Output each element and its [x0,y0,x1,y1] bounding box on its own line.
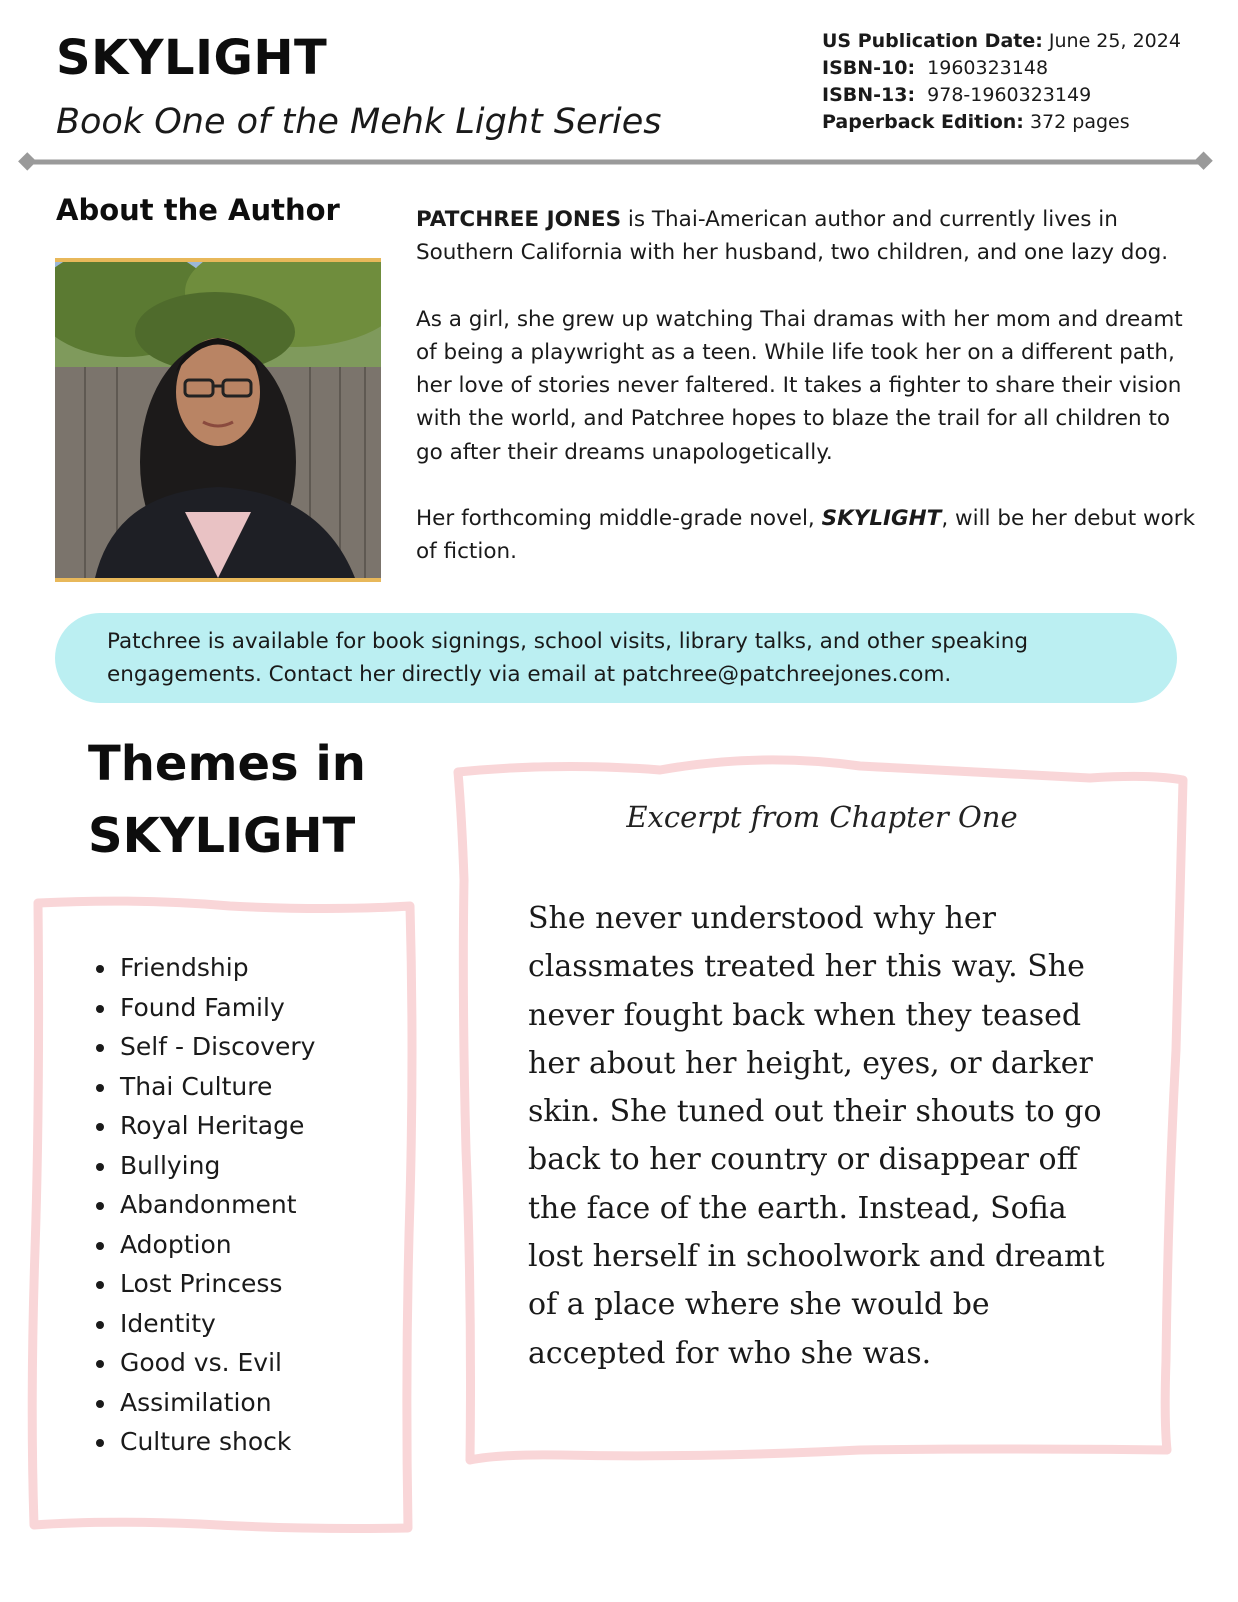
meta-row-isbn10 [822,55,1181,82]
meta-label: Paperback Edition: [822,111,1024,133]
publication-meta [822,28,1181,136]
bio-paragraph [416,203,1196,270]
bio-text: is Thai-American author and currently lives in Southern California with her husband, two children, and one lazy dog. [416,207,1169,266]
theme-item: • Adoption [118,1225,315,1265]
header-divider [18,150,1220,174]
meta-value: 978-1960323149 [927,84,1092,106]
theme-item: • Lost Princess [118,1264,315,1304]
bio-paragraph [416,502,1196,569]
meta-value: 1960323148 [927,57,1049,79]
meta-value: June 25, 2024 [1048,30,1181,52]
meta-row-pub-date [822,28,1181,55]
theme-item: • Friendship [118,948,315,988]
meta-label: ISBN-13: [822,84,916,106]
bio-paragraph: As a girl, she grew up watching Thai dramas with her mom and dreamt of being a playwright as a teen. While life took her on a different path, her love of stories never faltered. It takes a fighter to share their vision with the world, and Patchree hopes to blaze the trail for all children to go after their dreams unapologetically. [416,306,1183,465]
theme-item: • Identity [118,1304,315,1344]
bio-text: Her forthcoming middle-grade novel, [416,506,822,532]
meta-row-isbn13 [822,82,1181,109]
author-photo-frame [55,258,381,582]
meta-label: ISBN-10: [822,57,916,79]
book-title-inline: SKYLIGHT [821,506,942,532]
theme-item: • Good vs. Evil [118,1343,315,1383]
theme-item: • Self - Discovery [118,1027,315,1067]
contact-banner: Patchree is available for book signings, school visits, library talks, and other speaking engagements. Contact her directly via email at patchree@patchreejones.com. [55,613,1177,703]
meta-row-edition [822,109,1181,136]
themes-heading-line: SKYLIGHT [88,808,356,864]
themes-heading [88,728,366,872]
theme-item: • Assimilation [118,1383,315,1423]
excerpt-body: She never understood why her classmates treated her this way. She never fought back when they teased her about her height, eyes, or darker skin. She tuned out their shouts to go back to her country or disappear off the face of the earth. Instead, Sofia lost herself in schoolwork and dreamt of a place where she would be accepted for who she was. [528,901,1105,1371]
theme-item: • Found Family [118,988,315,1028]
author-bio [416,203,1196,602]
about-author-heading: About the Author [56,193,340,227]
themes-heading-line: Themes in [88,736,366,792]
excerpt-title: Excerpt from Chapter One [626,800,1018,834]
theme-item: • Culture shock [118,1422,315,1462]
meta-value: 372 pages [1029,111,1130,133]
book-title: SKYLIGHT [56,30,328,86]
meta-label: US Publication Date: [822,30,1043,52]
theme-item: • Royal Heritage [118,1106,315,1146]
series-subtitle: Book One of the Mehk Light Series [56,102,662,142]
theme-item: • Thai Culture [118,1067,315,1107]
theme-item: • Bullying [118,1146,315,1186]
themes-list [88,948,315,1462]
author-name: PATCHREE JONES [416,207,622,232]
author-photo [55,262,381,578]
theme-item: • Abandonment [118,1185,315,1225]
bio-text: , will be her debut work of fiction. [416,506,1196,565]
